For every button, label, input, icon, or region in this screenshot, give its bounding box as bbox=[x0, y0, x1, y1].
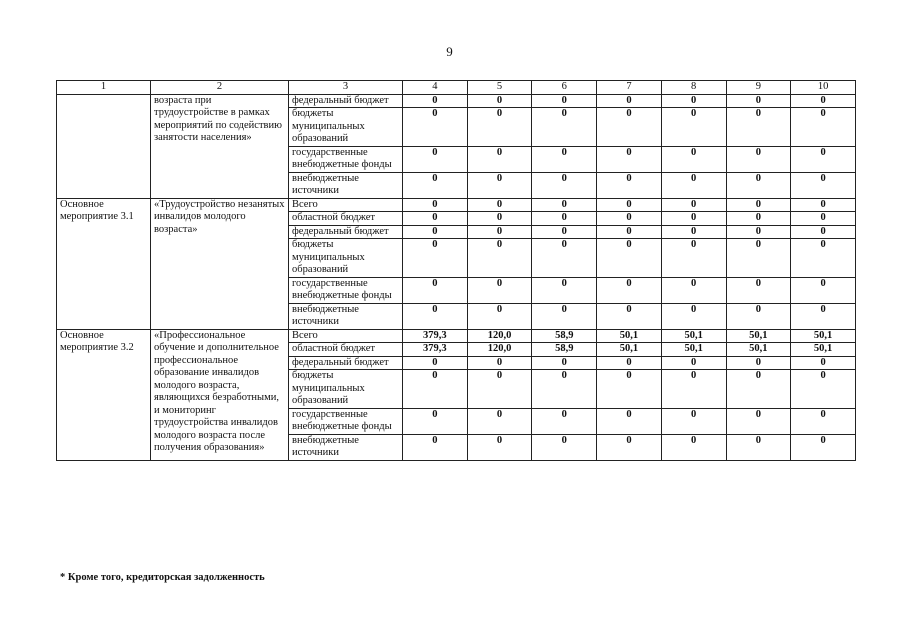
measure-code-cell: Основное мероприятие 3.1 bbox=[57, 198, 151, 329]
page-number: 9 bbox=[446, 44, 453, 59]
value-cell: 0 bbox=[726, 172, 791, 198]
value-cell: 0 bbox=[467, 225, 532, 239]
value-cell: 0 bbox=[403, 356, 468, 370]
value-cell: 0 bbox=[532, 239, 597, 278]
value-cell: 0 bbox=[403, 94, 468, 108]
value-cell: 50,1 bbox=[597, 343, 662, 357]
column-header: 8 bbox=[661, 81, 726, 95]
value-cell: 0 bbox=[467, 212, 532, 226]
value-cell: 0 bbox=[467, 356, 532, 370]
measure-code-cell bbox=[57, 94, 151, 198]
value-cell: 0 bbox=[532, 212, 597, 226]
value-cell: 0 bbox=[791, 146, 856, 172]
funding-source-cell: федеральный бюджет bbox=[289, 356, 403, 370]
value-cell: 0 bbox=[467, 434, 532, 460]
value-cell: 50,1 bbox=[597, 329, 662, 343]
value-cell: 0 bbox=[726, 277, 791, 303]
value-cell: 0 bbox=[403, 225, 468, 239]
value-cell: 0 bbox=[532, 108, 597, 147]
funding-source-cell: государственные внебюджетные фонды bbox=[289, 146, 403, 172]
value-cell: 0 bbox=[467, 408, 532, 434]
value-cell: 58,9 bbox=[532, 329, 597, 343]
value-cell: 0 bbox=[791, 408, 856, 434]
funding-source-cell: областной бюджет bbox=[289, 343, 403, 357]
value-cell: 0 bbox=[597, 172, 662, 198]
footnote: * Кроме того, кредиторская задолженность bbox=[60, 572, 265, 583]
value-cell: 50,1 bbox=[661, 343, 726, 357]
value-cell: 0 bbox=[726, 146, 791, 172]
funding-source-cell: государственные внебюджетные фонды bbox=[289, 277, 403, 303]
value-cell: 0 bbox=[791, 239, 856, 278]
column-header: 6 bbox=[532, 81, 597, 95]
value-cell: 0 bbox=[532, 434, 597, 460]
value-cell: 0 bbox=[467, 303, 532, 329]
value-cell: 0 bbox=[532, 277, 597, 303]
value-cell: 0 bbox=[597, 370, 662, 409]
value-cell: 0 bbox=[791, 108, 856, 147]
value-cell: 0 bbox=[403, 277, 468, 303]
value-cell: 0 bbox=[403, 108, 468, 147]
value-cell: 379,3 bbox=[403, 343, 468, 357]
measure-name-cell: «Профессиональное обучение и дополнительное профессиональное образование инвалидов молодого возраста, являющихся безработными, и мониторинг трудоустройства инвалидов молодого возраста после получения образования» bbox=[151, 329, 289, 460]
value-cell: 0 bbox=[597, 277, 662, 303]
value-cell: 0 bbox=[661, 172, 726, 198]
value-cell: 0 bbox=[597, 108, 662, 147]
value-cell: 0 bbox=[467, 108, 532, 147]
value-cell: 0 bbox=[791, 277, 856, 303]
value-cell: 0 bbox=[791, 434, 856, 460]
table-row bbox=[57, 94, 856, 108]
value-cell: 0 bbox=[597, 212, 662, 226]
value-cell: 0 bbox=[726, 434, 791, 460]
value-cell: 0 bbox=[791, 212, 856, 226]
value-cell: 0 bbox=[791, 198, 856, 212]
value-cell: 0 bbox=[661, 356, 726, 370]
value-cell: 0 bbox=[532, 225, 597, 239]
table-body bbox=[57, 94, 856, 460]
value-cell: 0 bbox=[726, 303, 791, 329]
column-header: 1 bbox=[57, 81, 151, 95]
measure-name-cell: возраста при трудоустройстве в рамках мероприятий по содействию занятости населения» bbox=[151, 94, 289, 198]
funding-source-cell: бюджеты муниципальных образований bbox=[289, 370, 403, 409]
column-header: 10 bbox=[791, 81, 856, 95]
value-cell: 50,1 bbox=[791, 343, 856, 357]
column-header: 5 bbox=[467, 81, 532, 95]
value-cell: 0 bbox=[403, 434, 468, 460]
value-cell: 0 bbox=[532, 370, 597, 409]
funding-source-cell: внебюджетные источники bbox=[289, 434, 403, 460]
value-cell: 0 bbox=[726, 370, 791, 409]
measure-name-cell: «Трудоустройство незанятых инвалидов молодого возраста» bbox=[151, 198, 289, 329]
funding-source-cell: Всего bbox=[289, 198, 403, 212]
value-cell: 0 bbox=[403, 172, 468, 198]
value-cell: 50,1 bbox=[726, 343, 791, 357]
value-cell: 0 bbox=[403, 408, 468, 434]
value-cell: 0 bbox=[661, 94, 726, 108]
value-cell: 120,0 bbox=[467, 329, 532, 343]
value-cell: 0 bbox=[597, 198, 662, 212]
value-cell: 0 bbox=[403, 198, 468, 212]
value-cell: 120,0 bbox=[467, 343, 532, 357]
value-cell: 0 bbox=[661, 277, 726, 303]
value-cell: 0 bbox=[726, 408, 791, 434]
value-cell: 0 bbox=[791, 370, 856, 409]
value-cell: 0 bbox=[467, 172, 532, 198]
funding-source-cell: федеральный бюджет bbox=[289, 94, 403, 108]
value-cell: 0 bbox=[726, 212, 791, 226]
value-cell: 50,1 bbox=[726, 329, 791, 343]
value-cell: 0 bbox=[791, 94, 856, 108]
value-cell: 0 bbox=[403, 239, 468, 278]
value-cell: 0 bbox=[467, 370, 532, 409]
value-cell: 0 bbox=[467, 239, 532, 278]
value-cell: 0 bbox=[467, 277, 532, 303]
value-cell: 50,1 bbox=[661, 329, 726, 343]
header-row bbox=[57, 81, 856, 95]
value-cell: 0 bbox=[597, 94, 662, 108]
column-header: 9 bbox=[726, 81, 791, 95]
value-cell: 0 bbox=[661, 108, 726, 147]
value-cell: 0 bbox=[532, 198, 597, 212]
value-cell: 0 bbox=[467, 94, 532, 108]
funding-source-cell: бюджеты муниципальных образований bbox=[289, 108, 403, 147]
value-cell: 0 bbox=[661, 303, 726, 329]
value-cell: 0 bbox=[532, 146, 597, 172]
value-cell: 0 bbox=[467, 146, 532, 172]
value-cell: 0 bbox=[791, 303, 856, 329]
value-cell: 0 bbox=[403, 212, 468, 226]
value-cell: 0 bbox=[597, 434, 662, 460]
column-header: 7 bbox=[597, 81, 662, 95]
value-cell: 0 bbox=[467, 198, 532, 212]
value-cell: 0 bbox=[661, 198, 726, 212]
value-cell: 0 bbox=[532, 356, 597, 370]
value-cell: 0 bbox=[791, 172, 856, 198]
value-cell: 0 bbox=[597, 356, 662, 370]
value-cell: 0 bbox=[791, 225, 856, 239]
funding-source-cell: внебюджетные источники bbox=[289, 303, 403, 329]
funding-source-cell: областной бюджет bbox=[289, 212, 403, 226]
value-cell: 0 bbox=[597, 225, 662, 239]
budget-table bbox=[56, 80, 856, 461]
measure-code-cell: Основное мероприятие 3.2 bbox=[57, 329, 151, 460]
table-row bbox=[57, 198, 856, 212]
value-cell: 0 bbox=[661, 146, 726, 172]
value-cell: 379,3 bbox=[403, 329, 468, 343]
value-cell: 0 bbox=[597, 239, 662, 278]
value-cell: 0 bbox=[661, 370, 726, 409]
value-cell: 0 bbox=[597, 408, 662, 434]
funding-source-cell: бюджеты муниципальных образований bbox=[289, 239, 403, 278]
value-cell: 0 bbox=[661, 212, 726, 226]
value-cell: 58,9 bbox=[532, 343, 597, 357]
column-header: 4 bbox=[403, 81, 468, 95]
value-cell: 0 bbox=[532, 172, 597, 198]
value-cell: 0 bbox=[726, 108, 791, 147]
funding-source-cell: Всего bbox=[289, 329, 403, 343]
value-cell: 0 bbox=[532, 94, 597, 108]
value-cell: 0 bbox=[791, 356, 856, 370]
value-cell: 0 bbox=[661, 225, 726, 239]
value-cell: 0 bbox=[597, 303, 662, 329]
value-cell: 0 bbox=[403, 303, 468, 329]
funding-source-cell: федеральный бюджет bbox=[289, 225, 403, 239]
value-cell: 0 bbox=[403, 146, 468, 172]
value-cell: 0 bbox=[403, 370, 468, 409]
column-header: 3 bbox=[289, 81, 403, 95]
value-cell: 0 bbox=[532, 303, 597, 329]
column-header: 2 bbox=[151, 81, 289, 95]
value-cell: 0 bbox=[661, 239, 726, 278]
value-cell: 0 bbox=[661, 434, 726, 460]
value-cell: 50,1 bbox=[791, 329, 856, 343]
value-cell: 0 bbox=[532, 408, 597, 434]
value-cell: 0 bbox=[726, 94, 791, 108]
funding-source-cell: внебюджетные источники bbox=[289, 172, 403, 198]
value-cell: 0 bbox=[597, 146, 662, 172]
value-cell: 0 bbox=[726, 198, 791, 212]
value-cell: 0 bbox=[726, 225, 791, 239]
value-cell: 0 bbox=[726, 356, 791, 370]
funding-source-cell: государственные внебюджетные фонды bbox=[289, 408, 403, 434]
table-row bbox=[57, 329, 856, 343]
value-cell: 0 bbox=[661, 408, 726, 434]
value-cell: 0 bbox=[726, 239, 791, 278]
